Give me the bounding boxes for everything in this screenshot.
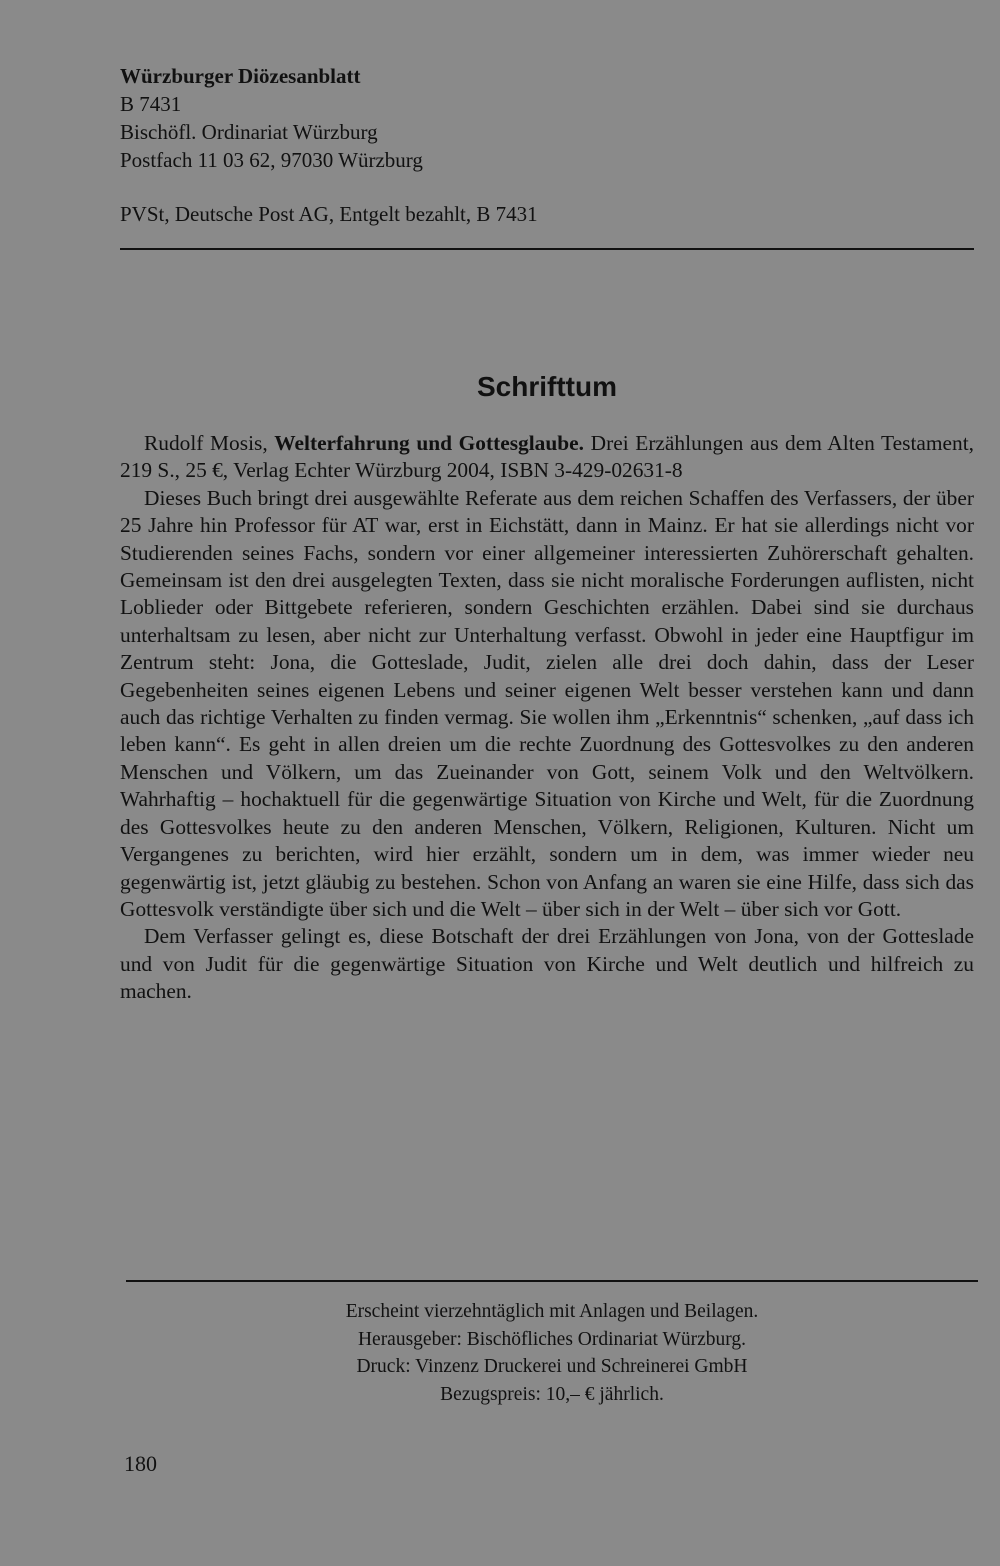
publication-title: Würzburger Diözesanblatt [120, 64, 361, 88]
footer-divider [126, 1280, 978, 1282]
imprint [126, 1298, 978, 1408]
imprint-printer: Druck: Vinzenz Druckerei und Schreinerei GmbH [356, 1356, 748, 1377]
review-book-details: Drei Erzählungen aus dem Alten Testament, 219 S., 25 €, Verlag Echter Würzburg 2004, ISBN 3-429-02631-8 [120, 431, 974, 483]
publication-code: B 7431 [120, 92, 182, 116]
page-number: 180 [124, 1451, 157, 1476]
imprint-frequency: Erscheint vierzehntäglich mit Anlagen und Beilagen. [345, 1301, 759, 1322]
postage-note: PVSt, Deutsche Post AG, Entgelt bezahlt, B 7431 [120, 202, 538, 226]
publisher-name: Bischöfl. Ordinariat Würzburg [120, 120, 378, 144]
review-author: Rudolf Mosis, [144, 431, 275, 455]
imprint-editor: Herausgeber: Bischöfliches Ordinariat Würzburg. [357, 1328, 747, 1350]
book-review [120, 430, 974, 1006]
review-book-title: Welterfahrung und Gottesglaube. [274, 431, 585, 455]
review-paragraph: Dem Verfasser gelingt es, diese Botschaft der drei Erzählungen von Jona, von der Gotteslade und von Judit für die gegenwärtige Situation von Kirche und Welt deutlich und hilfreich zu machen. [120, 924, 974, 1004]
review-paragraph: Dieses Buch bringt drei ausgewählte Referate aus dem reichen Schaffen des Verfassers, der über 25 Jahre hin Professor für AT war, erst in Eichstätt, dann in Mainz. Er hat sie allerdings nicht vor Studierenden seines Fachs, sondern vor einer allgemeiner interessierten Zuhörerschaft gehalten. Gemeinsam ist den drei ausgelegten Texten, dass sie nicht moralische Forderungen auflisten, nicht Loblieder oder Bittgebete referieren, sondern Geschichten erzählen. Dabei sind sie durchaus unterhaltsam zu lesen, aber nicht zur Unterhaltung verfasst. Obwohl in jeder eine Hauptfigur im Zentrum steht: Jona, die Gotteslade, Judit, zielen alle drei doch dahin, dass der Leser Gegebenheiten seines eigenen Lebens und seiner eigenen Welt besser verstehen kann und dann auch das richtige Verhalten zu finden vermag. Sie wollen ihm „Erkenntnis“ schenken, „auf dass ich leben kann“. Es geht in allen dreien um die rechte Zuordnung des Gottesvolkes zu den anderen Menschen und Völkern, um das Zueinander von Gott, seinem Volk und den Weltvölkern. Wahrhaftig – hochaktuell für die gegenwärtige Situation von Kirche und Welt, für die Zuordnung des Gottesvolkes heute zu den anderen Menschen, Völkern, Religionen, Kulturen. Nicht um Vergangenes zu berichten, wird hier erzählt, sondern um in dem, was immer wieder neu gegenwärtig ist, jetzt gläubig zu bestehen. Schon von Anfang an waren sie eine Hilfe, dass sich das Gottesvolk verständigte über sich und die Welt – über sich in der Welt – über sich vor Gott. [120, 485, 974, 921]
masthead [120, 62, 423, 174]
imprint-price: Bezugspreis: 10,– € jährlich. [440, 1383, 664, 1405]
publisher-address: Postfach 11 03 62, 97030 Würzburg [120, 148, 423, 172]
header-divider [120, 248, 974, 250]
review-citation [120, 430, 974, 485]
section-title: Schrifttum [477, 371, 617, 402]
